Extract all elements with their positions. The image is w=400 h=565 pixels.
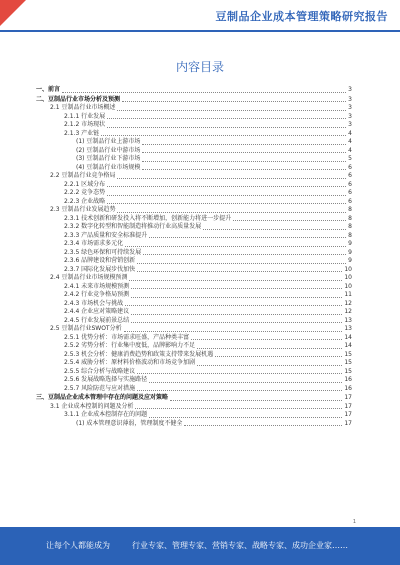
toc-entry[interactable] bbox=[36, 121, 352, 130]
toc-entry[interactable] bbox=[36, 274, 352, 283]
toc-entry[interactable] bbox=[36, 376, 352, 385]
toc-dot-leader bbox=[197, 348, 342, 349]
toc-entry[interactable] bbox=[36, 359, 352, 368]
toc-entry-label: 2.4.3 市场机会与挑战 bbox=[64, 299, 124, 307]
toc-entry[interactable] bbox=[36, 257, 352, 266]
toc-entry-page: 17 bbox=[344, 411, 352, 418]
toc-entry[interactable] bbox=[36, 300, 352, 309]
toc-entry-page: 10 bbox=[344, 282, 352, 290]
toc-entry-label: 2.4.1 未来市场规模预测 bbox=[64, 282, 130, 290]
toc-entry-page: 9 bbox=[348, 240, 352, 247]
toc-dot-leader bbox=[203, 229, 346, 230]
toc-dot-leader bbox=[137, 373, 342, 374]
toc-entry[interactable] bbox=[36, 249, 352, 258]
toc-entry-page: 14 bbox=[344, 342, 352, 349]
toc-dot-leader bbox=[129, 280, 342, 281]
toc-dot-leader bbox=[191, 339, 342, 340]
toc-entry-page: 13 bbox=[344, 325, 352, 332]
toc-entry-page: 4 bbox=[348, 129, 352, 137]
toc-heading: 内容目录 bbox=[175, 60, 224, 74]
toc-entry-label: 2.3.6 品牌建设和营销创新 bbox=[64, 257, 136, 264]
toc-dot-leader bbox=[170, 400, 342, 401]
toc-entry-label: 2.4.2 行业竞争格局预测 bbox=[64, 291, 130, 298]
toc-entry[interactable] bbox=[36, 394, 352, 403]
toc-entry[interactable] bbox=[36, 164, 352, 173]
toc-entry-page: 10 bbox=[344, 265, 352, 273]
toc-entry[interactable] bbox=[36, 138, 352, 147]
toc-entry-page: 16 bbox=[344, 376, 352, 383]
toc-entry-page: 15 bbox=[344, 350, 352, 358]
toc-dot-leader bbox=[107, 127, 346, 128]
toc-entry-page: 8 bbox=[348, 206, 352, 213]
toc-entry[interactable] bbox=[36, 240, 352, 249]
toc-entry[interactable] bbox=[36, 308, 352, 317]
footer-tags: 行业专家、管理专家、营销专家、战略专家、成功企业家…… bbox=[132, 541, 348, 550]
toc-dot-leader bbox=[149, 417, 342, 418]
toc-entry-label: 2.5.6 发展战略选择与实施路径 bbox=[64, 376, 148, 383]
toc-entry[interactable] bbox=[36, 215, 352, 224]
toc-entry-label: 2.3 豆制品行业发展趋势 bbox=[50, 206, 116, 213]
toc-entry-page: 3 bbox=[348, 86, 352, 93]
toc-dot-leader bbox=[117, 212, 346, 213]
toc-entry[interactable] bbox=[36, 351, 352, 360]
toc-dot-leader bbox=[143, 254, 346, 255]
toc-dot-leader bbox=[137, 271, 342, 272]
toc-dot-leader bbox=[137, 390, 342, 391]
toc-entry-label: 一、前言 bbox=[36, 86, 61, 93]
toc-dot-leader bbox=[124, 331, 343, 332]
toc-dot-leader bbox=[149, 382, 342, 383]
toc-entry-label: 2.4.5 行业发展前景总结 bbox=[64, 316, 130, 324]
toc-entry[interactable] bbox=[36, 403, 352, 412]
toc-dot-leader bbox=[142, 169, 346, 170]
toc-dot-leader bbox=[107, 195, 346, 196]
toc-entry-label: 2.5.4 威胁分析：原材料价格波动和市场竞争加剧 bbox=[64, 359, 196, 366]
toc-entry[interactable] bbox=[36, 113, 352, 122]
toc-entry-label: 二、豆制品行业市场分析及预测 bbox=[36, 95, 121, 103]
toc-dot-leader bbox=[125, 305, 342, 306]
toc-entry-label: 2.2.2 竞争态势 bbox=[64, 189, 106, 196]
toc-dot-leader bbox=[131, 314, 342, 315]
toc-entry-label: 2.3.1 技术创新和研发投入将不断增加，创新能力将进一步提升 bbox=[64, 214, 232, 222]
toc-entry-page: 6 bbox=[348, 172, 352, 179]
toc-entry-page: 5 bbox=[348, 155, 352, 162]
toc-dot-leader bbox=[107, 203, 346, 204]
toc-entry[interactable] bbox=[36, 266, 352, 275]
toc-entry[interactable] bbox=[36, 104, 352, 113]
toc-entry-page: 12 bbox=[344, 299, 352, 307]
toc-entry-page: 3 bbox=[348, 104, 352, 111]
toc-entry-label: 2.1.1 行业发展 bbox=[64, 112, 106, 120]
toc-entry[interactable] bbox=[36, 147, 352, 156]
toc-entry-page: 15 bbox=[344, 367, 352, 375]
toc-entry-label: 2.5 豆制品行业SWOT分析 bbox=[50, 325, 122, 332]
report-title: 豆制品企业成本管理策略研究报告 bbox=[215, 10, 388, 23]
toc-entry-label: 三、豆制品企业成本管理中存在的问题及应对策略 bbox=[36, 394, 169, 401]
toc-entry[interactable] bbox=[36, 206, 352, 215]
toc-entry-label: 2.3.5 绿色环保和可持续发展 bbox=[64, 248, 142, 256]
toc-entry-page: 4 bbox=[348, 146, 352, 154]
toc-entry-page: 6 bbox=[348, 189, 352, 196]
toc-entry-page: 16 bbox=[344, 384, 352, 392]
toc-entry[interactable] bbox=[36, 385, 352, 394]
toc-entry-label: 2.2.3 企业战略 bbox=[64, 197, 106, 205]
toc-entry-page: 17 bbox=[344, 394, 352, 401]
toc-entry[interactable] bbox=[36, 232, 352, 241]
toc-dot-leader bbox=[137, 263, 346, 264]
toc-dot-leader bbox=[197, 365, 342, 366]
toc-entry-label: 2.3.3 产品质量和安全标准提升 bbox=[64, 231, 148, 239]
toc-entry-page: 10 bbox=[344, 274, 352, 281]
toc-dot-leader bbox=[107, 186, 346, 187]
toc-entry[interactable] bbox=[36, 342, 352, 351]
toc-dot-leader bbox=[142, 152, 346, 153]
toc-entry-label: 2.1.2 市场现状 bbox=[64, 121, 106, 128]
toc-dot-leader bbox=[135, 408, 342, 409]
toc-entry-page: 8 bbox=[348, 214, 352, 222]
toc-entry-label: (3) 豆制品行业下游市场 bbox=[76, 155, 141, 162]
toc-entry-page: 13 bbox=[344, 316, 352, 324]
toc-entry[interactable] bbox=[36, 181, 352, 190]
toc-entry[interactable] bbox=[36, 291, 352, 300]
toc-entry-label: 2.5.3 机会分析：健康消费趋势和政策支持带来发展机遇 bbox=[64, 350, 214, 358]
toc-entry[interactable] bbox=[36, 411, 352, 420]
toc-entry-label: (4) 豆制品行业市场规模 bbox=[76, 163, 141, 171]
toc-dot-leader bbox=[131, 297, 342, 298]
toc-dot-leader bbox=[117, 178, 346, 179]
toc-dot-leader bbox=[142, 144, 346, 145]
toc-entry-label: 2.5.7 风险防范与应对措施 bbox=[64, 384, 136, 392]
toc-entry-label: 2.2.1 区域分布 bbox=[64, 180, 106, 188]
toc-dot-leader bbox=[117, 110, 346, 111]
page-header bbox=[0, 0, 400, 32]
toc-entry-page: 11 bbox=[344, 291, 352, 298]
toc-entry[interactable] bbox=[36, 86, 352, 95]
toc-dot-leader bbox=[131, 288, 342, 289]
toc-entry-page: 3 bbox=[348, 121, 352, 128]
toc-entry-page: 15 bbox=[344, 359, 352, 366]
toc-dot-leader bbox=[122, 101, 346, 102]
toc-dot-leader bbox=[142, 161, 346, 162]
toc-entry[interactable] bbox=[36, 130, 352, 139]
toc-entry-page: 6 bbox=[348, 163, 352, 171]
toc-entry-label: 2.5.2 劣势分析：行业集中度低，品牌影响力不足 bbox=[64, 342, 196, 349]
toc-entry-label: 2.1.3 产业链 bbox=[64, 129, 100, 137]
toc-entry[interactable] bbox=[36, 334, 352, 343]
toc-dot-leader bbox=[107, 118, 346, 119]
toc-entry-label: 3.1.1 企业成本控制存在的问题 bbox=[64, 411, 148, 418]
toc-entry-page: 9 bbox=[348, 248, 352, 256]
toc-entry[interactable] bbox=[36, 189, 352, 198]
toc-entry-page: 17 bbox=[344, 419, 352, 427]
toc-entry-page: 8 bbox=[348, 223, 352, 230]
page-number: 1 bbox=[352, 519, 356, 525]
toc-dot-leader bbox=[101, 135, 346, 136]
toc-entry-label: 2.2 豆制品行业竞争格局 bbox=[50, 172, 116, 179]
toc-entry-page: 3 bbox=[348, 95, 352, 103]
toc-entry-page: 3 bbox=[348, 112, 352, 120]
toc-dot-leader bbox=[233, 220, 346, 221]
toc-dot-leader bbox=[131, 322, 342, 323]
toc-dot-leader bbox=[184, 425, 342, 426]
toc-entry-page: 6 bbox=[348, 197, 352, 205]
toc-dot-leader bbox=[149, 237, 346, 238]
page-footer bbox=[0, 527, 400, 565]
toc-entry-label: 2.5.5 综合分析与战略建议 bbox=[64, 367, 136, 375]
toc-entry[interactable] bbox=[36, 317, 352, 326]
toc-entry-label: 2.4 豆制品行业市场规模预测 bbox=[50, 274, 128, 281]
toc-entry-label: 3.1 企业成本控制的问题及分析 bbox=[50, 402, 134, 410]
toc-entry[interactable] bbox=[36, 96, 352, 105]
toc-entry-page: 4 bbox=[348, 138, 352, 145]
toc-entry[interactable] bbox=[36, 172, 352, 181]
toc-entry[interactable] bbox=[36, 223, 352, 232]
toc-dot-leader bbox=[62, 92, 346, 93]
toc-entry-page: 17 bbox=[344, 402, 352, 410]
toc-entry-label: 2.3.7 国际化发展步伐加快 bbox=[64, 265, 136, 273]
toc-entry[interactable] bbox=[36, 325, 352, 334]
toc-entry-label: 2.1 豆制品行业市场概述 bbox=[50, 104, 116, 111]
toc-entry-label: 2.4.4 企业应对策略建议 bbox=[64, 308, 130, 315]
toc-entry-page: 12 bbox=[344, 308, 352, 315]
toc-entry-label: 2.3.4 市场需求多元化 bbox=[64, 240, 124, 247]
toc-entry[interactable] bbox=[36, 283, 352, 292]
toc-dot-leader bbox=[125, 246, 346, 247]
toc-entry-label: (2) 豆制品行业中游市场 bbox=[76, 146, 141, 154]
toc-entry[interactable] bbox=[36, 198, 352, 207]
toc-entry[interactable] bbox=[36, 368, 352, 377]
toc-entry-label: (1) 豆制品行业上游市场 bbox=[76, 138, 141, 145]
table-of-contents bbox=[36, 85, 352, 428]
toc-entry[interactable] bbox=[36, 420, 352, 429]
toc-entry-page: 14 bbox=[344, 333, 352, 341]
toc-entry-page: 9 bbox=[348, 257, 352, 264]
toc-entry-page: 6 bbox=[348, 180, 352, 188]
toc-entry-page: 8 bbox=[348, 231, 352, 239]
toc-entry-label: 2.5.1 优势分析：市场需求旺盛，产品种类丰富 bbox=[64, 333, 190, 341]
toc-entry[interactable] bbox=[36, 155, 352, 164]
red-corner-decoration bbox=[0, 0, 26, 26]
toc-entry-label: 2.3.2 数字化转型和智能制造将推动行业高质量发展 bbox=[64, 223, 202, 230]
toc-entry-label: (1) 成本管理意识薄弱，管理制度不健全 bbox=[76, 419, 183, 427]
toc-dot-leader bbox=[215, 356, 342, 357]
footer-slogan: 让每个人都能成为 bbox=[46, 541, 110, 550]
